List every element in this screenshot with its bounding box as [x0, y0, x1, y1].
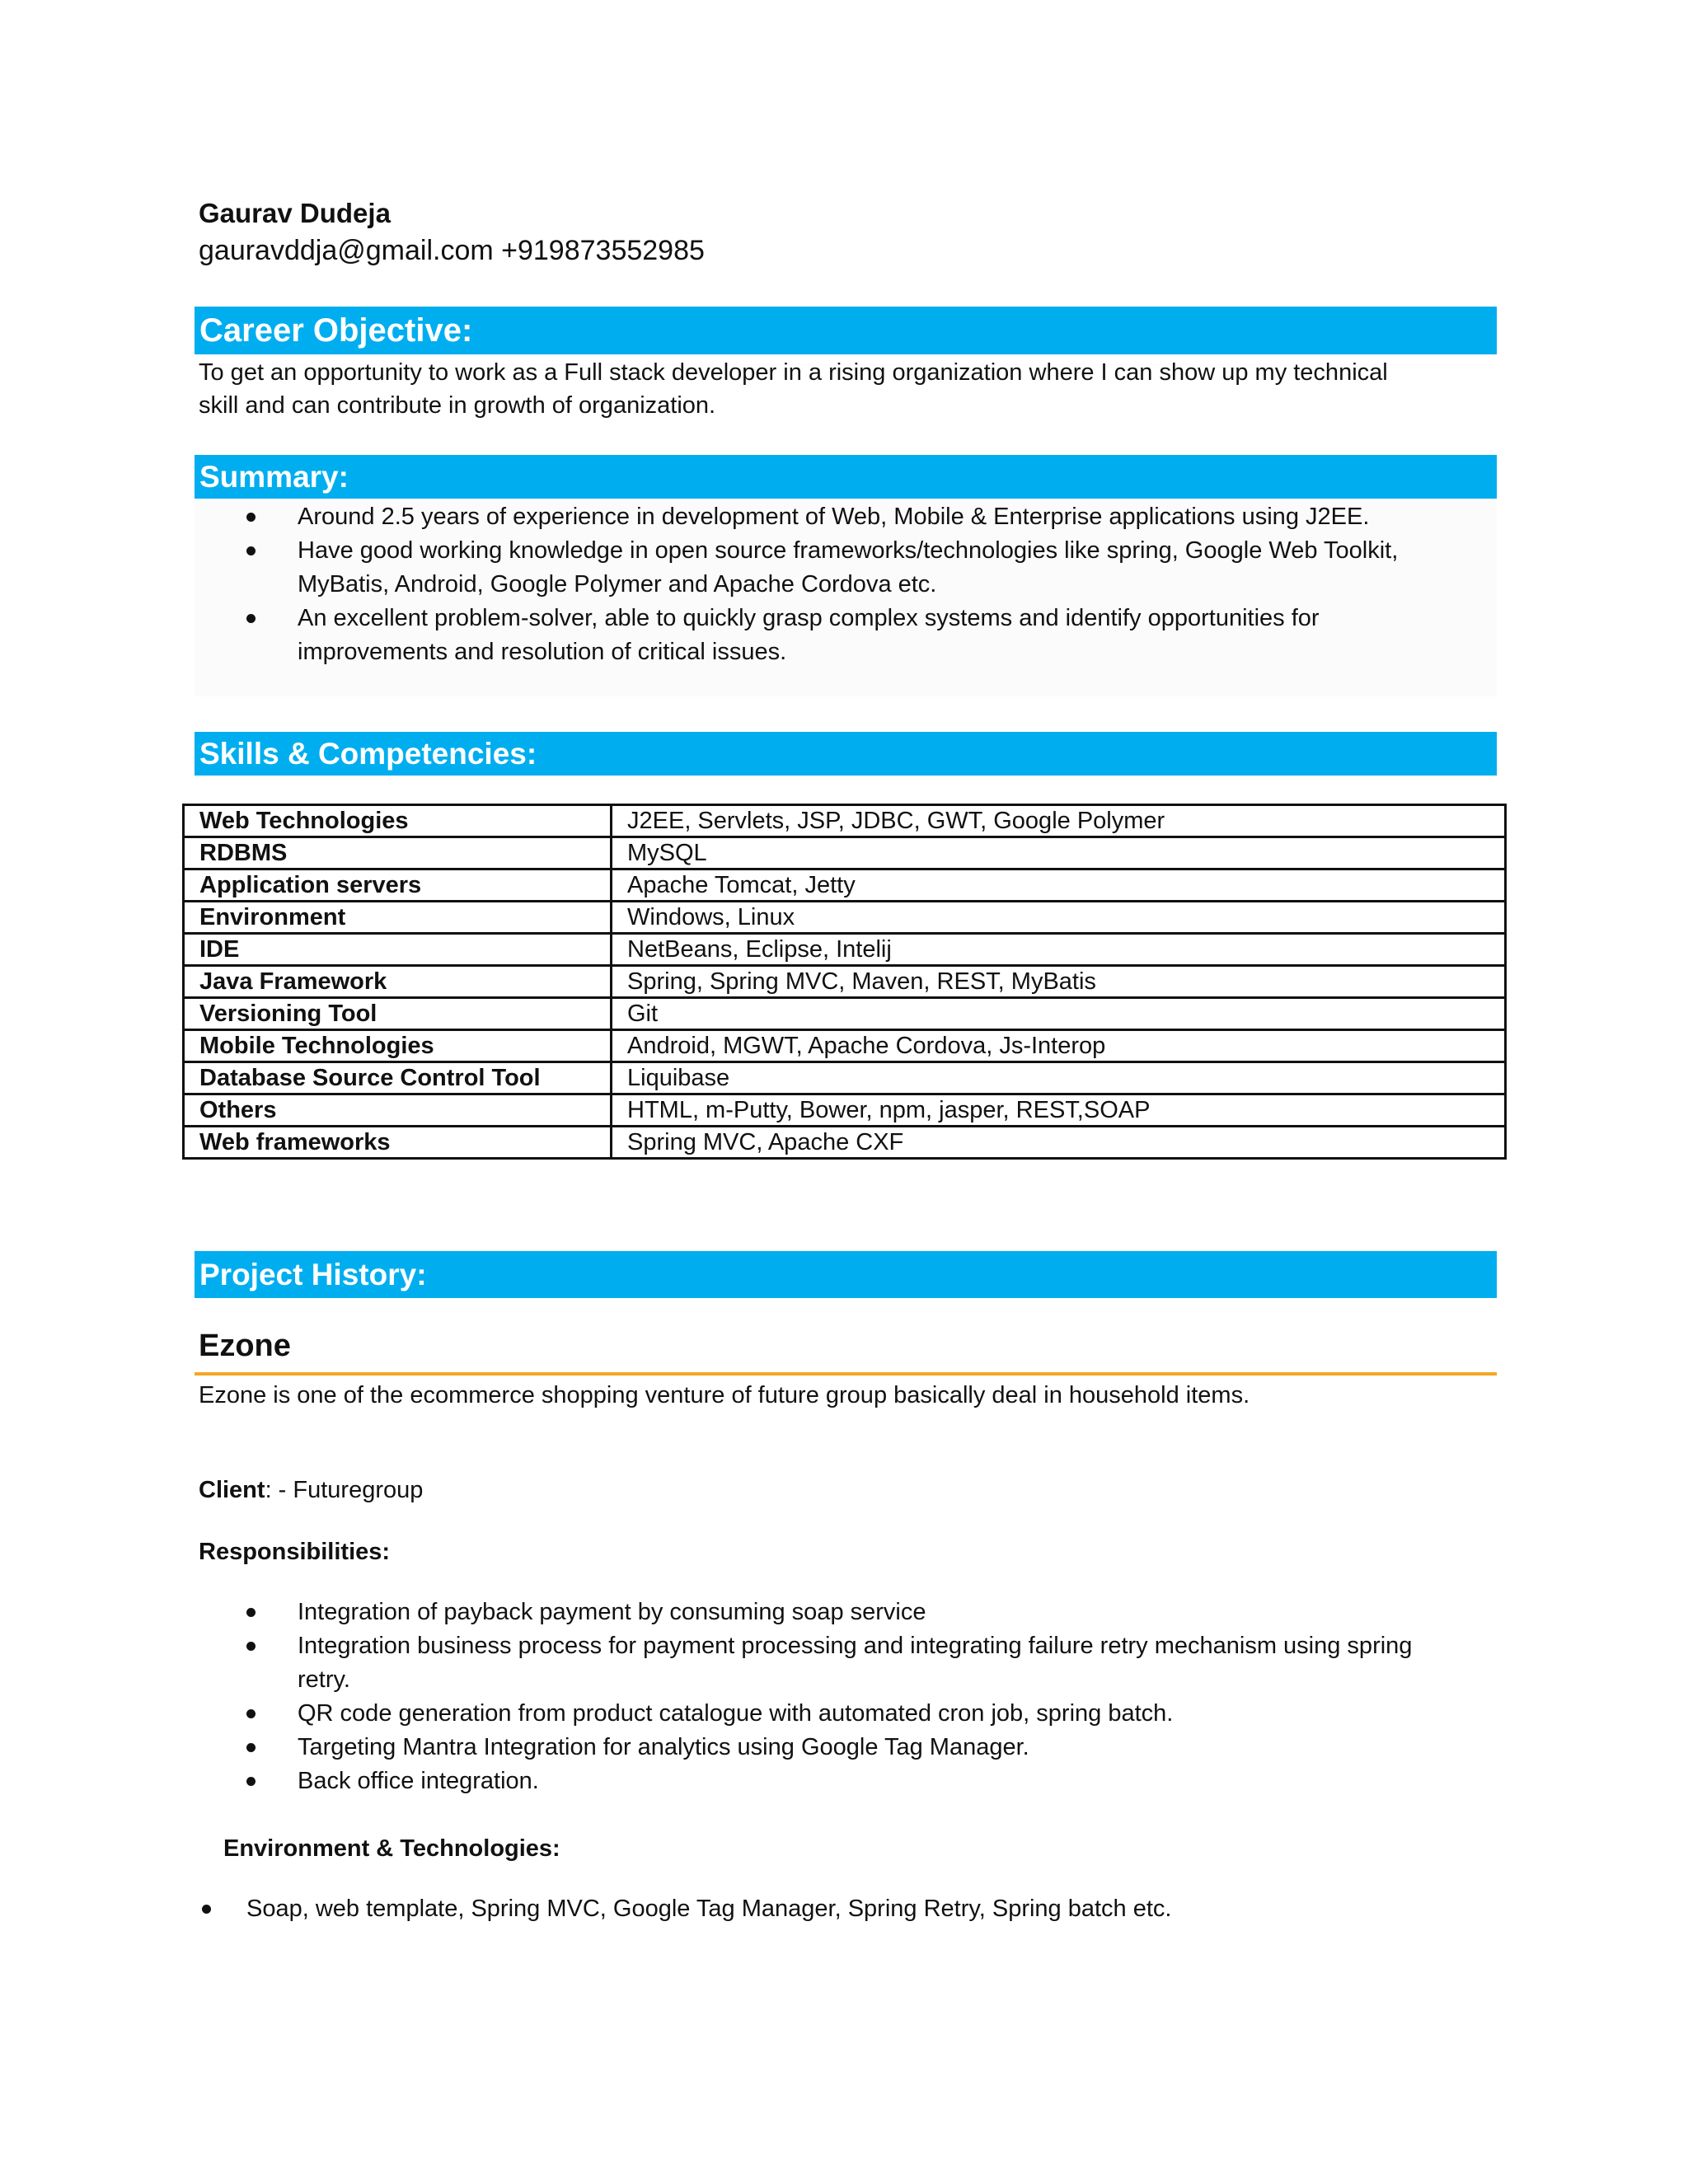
career-objective-line: skill and can contribute in growth of organization. [199, 392, 716, 419]
client-label: Client [199, 1477, 265, 1503]
project-title-underline [195, 1372, 1497, 1376]
skill-category: IDE [184, 934, 612, 966]
skill-value: Apache Tomcat, Jetty [612, 869, 1506, 902]
summary-line: Have good working knowledge in open source frameworks/technologies like spring, Google Web Toolkit, [298, 537, 1399, 564]
responsibility-line: Targeting Mantra Integration for analytics using Google Tag Manager. [298, 1734, 1029, 1760]
skill-category: Java Framework [184, 966, 612, 998]
table-row [184, 1030, 1506, 1062]
list-item [199, 1629, 1501, 1697]
skill-category: Web Technologies [184, 805, 612, 837]
list-item [149, 1892, 1501, 1926]
career-objective-line: To get an opportunity to work as a Full stack developer in a rising organization where I can show up my technical [199, 359, 1388, 386]
responsibilities-list [199, 1596, 1501, 1798]
skill-value: Liquibase [612, 1062, 1506, 1094]
table-row [184, 902, 1506, 934]
skill-value: MySQL [612, 837, 1506, 869]
bullet-icon [246, 546, 256, 555]
project-history-heading: Project History: [195, 1251, 1497, 1298]
skill-value: NetBeans, Eclipse, Intelij [612, 934, 1506, 966]
summary-line: Around 2.5 years of experience in development of Web, Mobile & Enterprise applications using J2EE. [298, 504, 1370, 530]
career-objective-heading: Career Objective: [195, 307, 1497, 354]
skill-value: Windows, Linux [612, 902, 1506, 934]
summary-line: MyBatis, Android, Google Polymer and Apache Cordova etc. [298, 571, 937, 598]
table-row [184, 869, 1506, 902]
skill-category: RDBMS [184, 837, 612, 869]
career-objective-text [199, 356, 1388, 422]
skill-value: Git [612, 998, 1506, 1030]
bullet-icon [246, 614, 256, 623]
skill-category: Application servers [184, 869, 612, 902]
responsibility-line: retry. [298, 1666, 350, 1693]
responsibility-line: Integration of payback payment by consuming soap service [298, 1599, 926, 1625]
summary-heading: Summary: [195, 455, 1497, 499]
bullet-icon [246, 1608, 256, 1617]
skill-category: Versioning Tool [184, 998, 612, 1030]
list-item [199, 1596, 1501, 1629]
candidate-name: Gaurav Dudeja [199, 198, 391, 228]
skill-value: Spring MVC, Apache CXF [612, 1127, 1506, 1159]
table-row [184, 837, 1506, 869]
contact-line: gauravddja@gmail.com +919873552985 [199, 235, 705, 266]
table-row [184, 998, 1506, 1030]
table-row [184, 1127, 1506, 1159]
client-line [199, 1474, 423, 1507]
project-title: Ezone [199, 1329, 291, 1363]
skills-table [182, 804, 1507, 1160]
summary-line: improvements and resolution of critical issues. [298, 639, 787, 665]
skill-category: Web frameworks [184, 1127, 612, 1159]
bullet-icon [202, 1905, 211, 1914]
bullet-icon [246, 1709, 256, 1718]
summary-item [199, 500, 1501, 534]
list-item [199, 1697, 1501, 1731]
client-value: : - Futuregroup [265, 1477, 424, 1503]
skill-category: Environment [184, 902, 612, 934]
table-row [184, 934, 1506, 966]
environment-label: Environment & Technologies: [223, 1835, 560, 1862]
skill-category: Database Source Control Tool [184, 1062, 612, 1094]
list-item [199, 1765, 1501, 1798]
responsibilities-label: Responsibilities: [199, 1539, 391, 1565]
skill-category: Mobile Technologies [184, 1030, 612, 1062]
bullet-icon [246, 513, 256, 522]
skills-heading: Skills & Competencies: [195, 732, 1497, 776]
responsibility-line: Integration business process for payment processing and integrating failure retry mechanism using spring [298, 1633, 1413, 1659]
summary-item [199, 534, 1501, 602]
skill-value: Spring, Spring MVC, Maven, REST, MyBatis [612, 966, 1506, 998]
environment-list [149, 1892, 1501, 1926]
responsibility-line: Back office integration. [298, 1768, 539, 1794]
table-row [184, 805, 1506, 837]
skill-value: Android, MGWT, Apache Cordova, Js-Interop [612, 1030, 1506, 1062]
table-row [184, 1094, 1506, 1127]
table-row [184, 1062, 1506, 1094]
skill-category: Others [184, 1094, 612, 1127]
list-item [199, 1731, 1501, 1765]
summary-list [199, 500, 1501, 669]
bullet-icon [246, 1743, 256, 1752]
environment-line: Soap, web template, Spring MVC, Google Tag Manager, Spring Retry, Spring batch etc. [246, 1896, 1172, 1922]
bullet-icon [246, 1642, 256, 1651]
skill-value: J2EE, Servlets, JSP, JDBC, GWT, Google Polymer [612, 805, 1506, 837]
project-description: Ezone is one of the ecommerce shopping venture of future group basically deal in household items. [199, 1382, 1250, 1408]
bullet-icon [246, 1777, 256, 1786]
skill-value: HTML, m-Putty, Bower, npm, jasper, REST,SOAP [612, 1094, 1506, 1127]
summary-item [199, 602, 1501, 669]
summary-line: An excellent problem-solver, able to quickly grasp complex systems and identify opportunities for [298, 605, 1320, 631]
table-row [184, 966, 1506, 998]
responsibility-line: QR code generation from product catalogue with automated cron job, spring batch. [298, 1700, 1174, 1727]
